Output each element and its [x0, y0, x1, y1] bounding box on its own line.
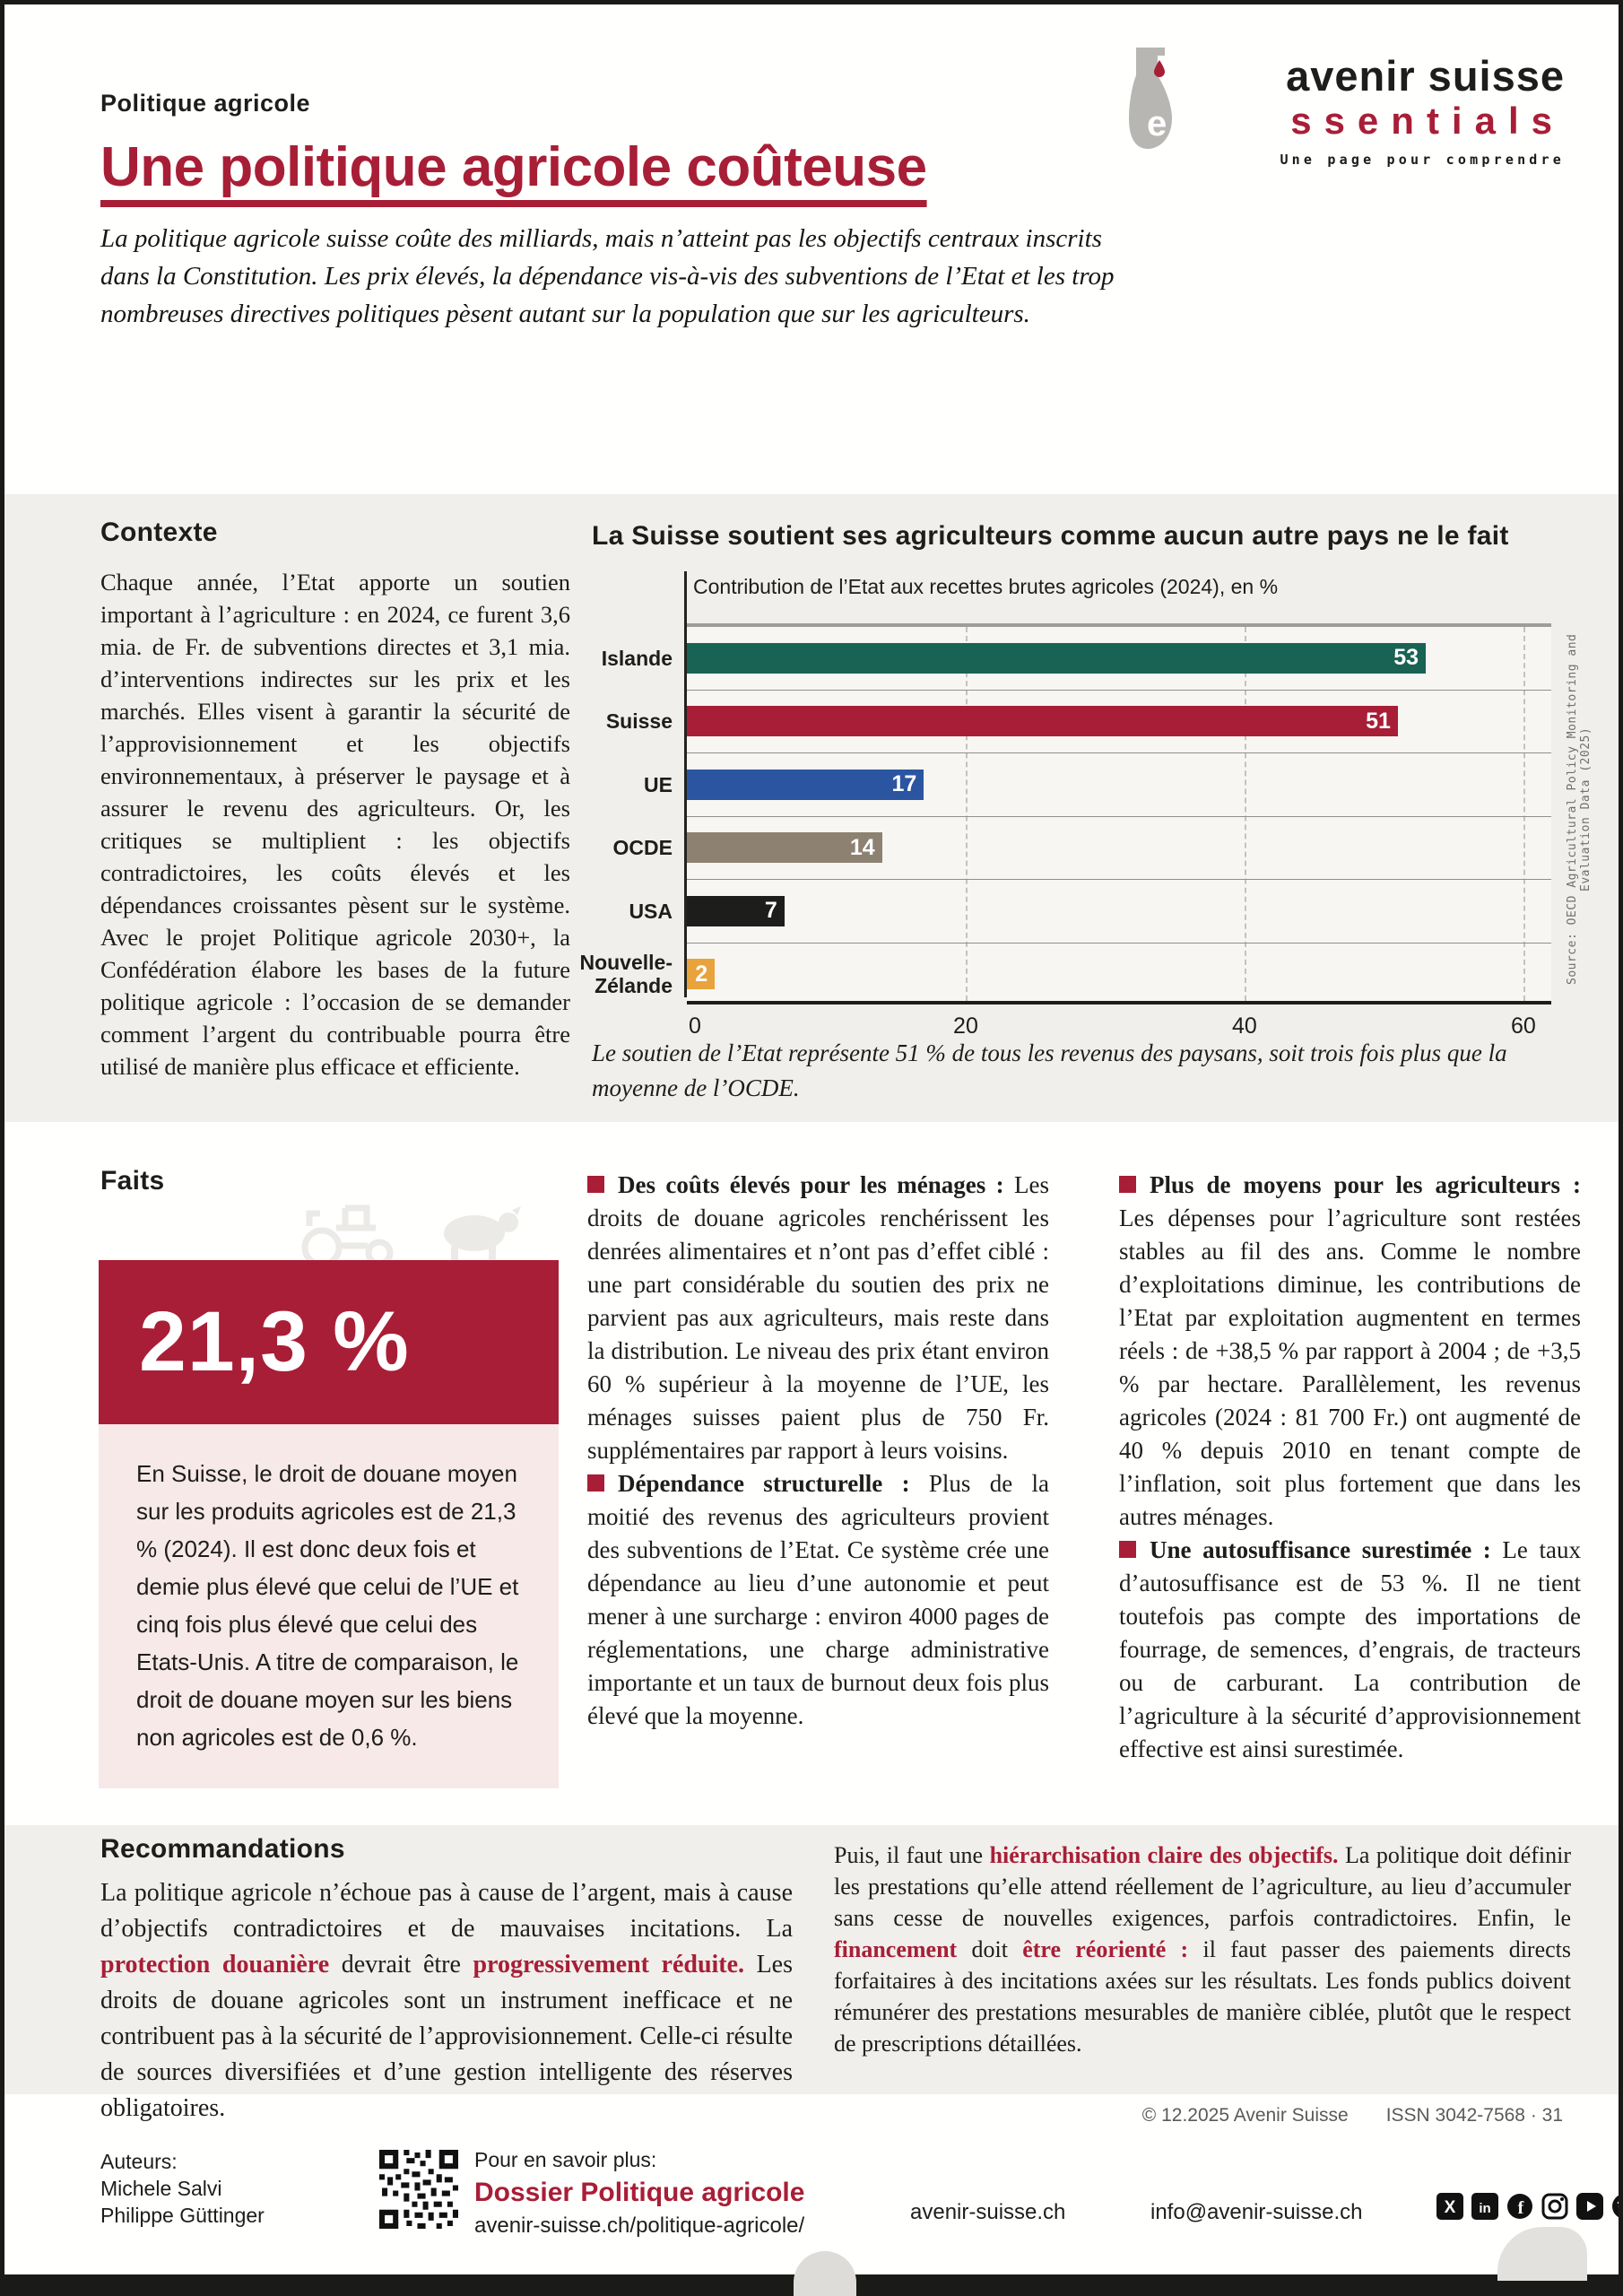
recommendation-text: La politique doit définir les prestations qu’elle attend réellement de l’agriculture, au lieu d’accumuler sans cesse de nouvelles exigences, parfois contradictoires. Enfin, le [834, 1842, 1572, 1931]
recommendation-emphasis: protection douanière [100, 1951, 330, 1979]
avenir-suisse-logo [1098, 46, 1565, 171]
bar-value-label: 53 [1393, 645, 1419, 671]
recommendation-text: il faut passer des paiements directs forfaitaires à des incitations axées sur les résultats. Les fonds publics doivent rémunérer des prestations mesurables de manière ciblée, plutôt que le respect de prescriptions détaillées. [834, 1936, 1571, 2057]
category-label: OCDE [612, 836, 673, 860]
svg-text:X: X [1444, 2198, 1456, 2217]
imprint-line [1142, 2105, 1563, 2126]
email-link[interactable]: info@avenir-suisse.ch [1150, 2200, 1363, 2224]
cow-icon [433, 1206, 523, 1265]
bar-value-label: 7 [764, 898, 777, 924]
more-info-block [474, 2148, 804, 2239]
svg-text:f: f [1517, 2198, 1524, 2218]
authors-block [100, 2148, 265, 2229]
bar-nouvelle-zélande [687, 959, 715, 989]
recommendation-text: doit [957, 1936, 1023, 1962]
stat-text: En Suisse, le droit de douane moyen sur les produits agricoles est de 21,3 % (2024). Il est donc deux fois et demie plus élevé que celui de l’UE et cinq fois plus élevé que celui des Etats-Unis. A titre de comparaison, le droit de douane moyen sur les biens non agricoles est de 0,6 %. [99, 1424, 559, 1788]
chart-source: Source: OECD Agricultural Policy Monitoring and Evaluation Data (2025) [1566, 633, 1593, 986]
recommendation-emphasis: hiérarchisation claire des objectifs. [989, 1842, 1339, 1868]
fact-item-title: Plus de moyens pour les agriculteurs : [1150, 1171, 1581, 1198]
faits-column-middle [587, 1169, 1049, 1733]
linkedin-icon[interactable] [1471, 2193, 1498, 2220]
bar-usa [687, 896, 785, 926]
faits-column-right [1119, 1169, 1581, 1766]
bar-ocde [687, 832, 882, 863]
svg-text:in: in [1479, 2201, 1491, 2216]
flask-icon [1124, 46, 1188, 153]
category-label: Suisse [605, 709, 673, 734]
author-name: Michele Salvi [100, 2177, 222, 2200]
spotify-icon[interactable] [1611, 2193, 1623, 2220]
instagram-icon[interactable] [1541, 2193, 1568, 2220]
recommendation-text: Puis, il faut une [834, 1842, 990, 1868]
category-label: USA [629, 899, 673, 923]
tractor-icon [291, 1199, 408, 1269]
authors-label: Auteurs: [100, 2150, 178, 2173]
contexte-body: Chaque année, l’Etat apporte un soutien important à l’agriculture : en 2024, ce furent 3,6 mia. de Fr. de subventions directes et 3,1 mia. d’interventions indirectes sur les prix et les marchés. Elles visent à garantir la sécurité de l’approvisionnement et les objectifs environnementaux, à préserver le paysage et à assurer le revenu des agriculteurs. Or, les critiques se multiplient : les objectifs contradictoires, les coûts élevés et les dépendances croissantes pèsent sur le système. Avec le projet Politique agricole 2030+, la Confédération élabore les bases de la future politique agricole : l’occasion de se demander comment l’argent du contribuable pourra être utilisé de manière plus efficace et efficiente. [100, 569, 570, 1080]
issn: ISSN 3042-7568 · 31 [1385, 2105, 1563, 2126]
chart-row [601, 627, 1551, 690]
facebook-icon[interactable] [1506, 2193, 1533, 2220]
recommendation-emphasis: financement [834, 1936, 958, 1962]
copyright: © 12.2025 Avenir Suisse [1141, 2105, 1349, 2126]
recommandations-heading: Recommandations [100, 1834, 345, 1864]
youtube-icon[interactable] [1576, 2193, 1603, 2220]
category-label: Nouvelle-Zélande [579, 951, 673, 998]
page-title: Une politique agricole coûteuse [100, 136, 927, 198]
bar-chart [579, 570, 1601, 1108]
dossier-link[interactable]: Dossier Politique agricole [474, 2178, 805, 2207]
bar-value-label: 2 [695, 961, 708, 987]
fact-item-title: Des coûts élevés pour les ménages : [618, 1171, 1004, 1198]
stat-box [99, 1260, 559, 1424]
x-icon[interactable] [1436, 2193, 1463, 2220]
chart-subtitle: Contribution de l’Etat aux recettes brutes agricoles (2024), en % [693, 575, 1279, 598]
chart-row [605, 690, 1551, 753]
red-square-bullet-icon [587, 1176, 604, 1193]
decorative-blob [794, 2251, 856, 2296]
fact-item [1119, 1169, 1581, 1534]
more-info-label: Pour en savoir plus: [474, 2148, 657, 2171]
bar-suisse [687, 706, 1398, 736]
recommendation-text: La politique agricole n’échoue pas à cause de l’argent, mais à cause d’objectifs contradictoires et de mauvaises incitations. La [100, 1879, 793, 1943]
chart-row [644, 752, 1551, 816]
fact-item-title: Dépendance structurelle : [618, 1470, 910, 1497]
fact-item [587, 1467, 1049, 1733]
logo-essentials: ssentials [1290, 100, 1565, 142]
category-label: Islande [601, 646, 673, 670]
svg-text:e: e [1147, 104, 1167, 144]
dossier-url-link[interactable]: avenir-suisse.ch/politique-agricole/ [474, 2213, 805, 2238]
website-link[interactable]: avenir-suisse.ch [910, 2200, 1066, 2224]
bar-value-label: 17 [891, 771, 917, 797]
chart-caption: Le soutien de l’Etat représente 51 % de tous les revenus des paysans, soit trois fois plus que la moyenne de l’OCDE. [592, 1039, 1507, 1101]
chart-plot [579, 623, 1551, 1039]
recommendation-text: devrait être [329, 1951, 473, 1979]
x-tick-label: 20 [953, 1013, 978, 1039]
logo-wordmark: avenir suisse [1286, 52, 1565, 100]
x-tick-label: 0 [689, 1013, 701, 1039]
bar-islande [687, 643, 1426, 674]
bar-value-label: 51 [1366, 708, 1391, 734]
recommendation-emphasis: progressivement réduite. [473, 1951, 745, 1979]
fact-item-body: Plus de la moitié des revenus des agriculteurs provient des subventions de l’Etat. Ce système crée une dépendance au lieu d’une autonomie et peut mener à une surcharge : environ 4000 pages de réglementations, une charge administrative importante et un taux de burnout deux fois plus élevé que la moyenne. [587, 1470, 1050, 1729]
category-label: UE [644, 772, 673, 796]
chart-title: La Suisse soutient ses agriculteurs comme aucun autre pays ne le fait [592, 521, 1509, 551]
fact-item-body: Les dépenses pour l’agriculture sont restées stables au fil des ans. Comme le nombre d’exploitations diminue, les contributions de l’Etat par exploitation augmentent en termes réels : de +38,5 % par rapport à 2004 ; de +3,5 % par hectare. Parallèlement, les revenus agricoles (2024 : 81 700 Fr.) ont augmenté de 40 % depuis 2010 en tenant compte de l’inflation, soit plus fortement que dans les autres ménages. [1119, 1205, 1581, 1530]
faits-heading: Faits [100, 1166, 165, 1196]
author-name: Philippe Güttinger [100, 2204, 265, 2227]
kicker: Politique agricole [100, 90, 311, 117]
contexte-heading: Contexte [100, 517, 218, 547]
logo-tagline: Une page pour comprendre [1280, 152, 1565, 168]
recommandations-left [100, 1875, 793, 2126]
recommandations-right [834, 1839, 1571, 2059]
red-square-bullet-icon [587, 1474, 604, 1492]
bar-ue [687, 770, 924, 800]
bar-value-label: 14 [849, 834, 875, 860]
fact-item-body: Les droits de douane agricoles renchérissent les denrées alimentaires et n’ont pas d’effet ciblé : une part considérable du soutien des prix ne parvient pas aux agriculteurs, mais reste dans la distribution. Le niveau des prix étant environ 60 % supérieur à la moyenne de l’UE, les ménages suisses paient plus de 750 Fr. supplémentaires par rapport à leurs voisins. [587, 1171, 1049, 1464]
recommendation-text: Les droits de douane agricoles sont un instrument inefficace et ne contribuent pas à la sécurité de l’approvisionnement. Celle-ci résulte de sources diversifiées et d’une gestion intelligente des réserves obligatoires. [100, 1951, 794, 2122]
fact-item [587, 1169, 1049, 1467]
fact-item-title: Une autosuffisance surestimée : [1150, 1536, 1491, 1563]
fact-item-body: Le taux d’autosuffisance est de 53 %. Il ne tient toutefois pas compte des importations de fourrage, de semences, d’engrais, de tracteurs ou de carburant. La contribution de l’agriculture à la sécurité d’approvisionnement effective est ainsi surestimée. [1119, 1536, 1581, 1762]
fact-item [1119, 1534, 1581, 1766]
x-tick-label: 40 [1232, 1013, 1257, 1039]
red-square-bullet-icon [1119, 1541, 1136, 1558]
chart-row [629, 879, 1551, 943]
chart-row [579, 943, 1551, 1006]
red-square-bullet-icon [1119, 1176, 1136, 1193]
x-tick-label: 60 [1510, 1013, 1536, 1039]
chart-row [612, 816, 1551, 880]
social-icons [1436, 2193, 1623, 2220]
qr-code [379, 2150, 458, 2229]
recommendation-emphasis: être réorienté : [1022, 1936, 1189, 1962]
intro-paragraph: La politique agricole suisse coûte des milliards, mais n’atteint pas les objectifs centraux inscrits dans la Constitution. Les prix élevés, la dépendance vis-à-vis des subventions de l’Etat et les trop nombreuses directives politiques pèsent autant sur la population que sur les agriculteurs. [100, 224, 1115, 328]
decorative-blob [1497, 2227, 1587, 2281]
stat-value: 21,3 % [139, 1294, 410, 1389]
